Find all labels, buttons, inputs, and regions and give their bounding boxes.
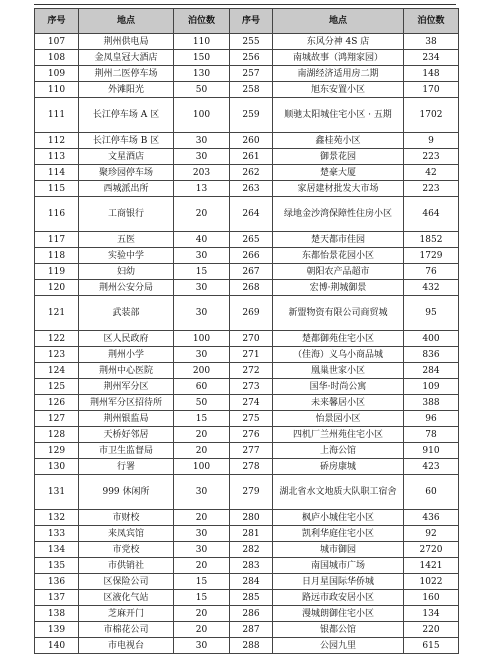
cell-spaces-right: 1702 xyxy=(404,98,459,133)
cell-spaces-left: 20 xyxy=(174,622,230,638)
cell-spaces-left: 30 xyxy=(174,296,230,331)
cell-index-right: 276 xyxy=(230,427,273,443)
cell-location-right: 银都公馆 xyxy=(273,622,404,638)
cell-index-right: 270 xyxy=(230,331,273,347)
cell-spaces-left: 15 xyxy=(174,590,230,606)
cell-spaces-right: 1421 xyxy=(404,558,459,574)
cell-spaces-left: 110 xyxy=(174,34,230,50)
table-row xyxy=(35,606,459,622)
table-row xyxy=(35,197,459,232)
table-row xyxy=(35,347,459,363)
cell-location-right: 御景花园 xyxy=(273,149,404,165)
cell-index-right: 280 xyxy=(230,510,273,526)
cell-index-right: 265 xyxy=(230,232,273,248)
cell-index-right: 258 xyxy=(230,82,273,98)
cell-index-right: 278 xyxy=(230,459,273,475)
cell-index-left: 113 xyxy=(35,149,79,165)
cell-location-right: 日月星国际华侨城 xyxy=(273,574,404,590)
cell-location-right: 东风分神 4S 店 xyxy=(273,34,404,50)
table-row xyxy=(35,363,459,379)
cell-location-right: 怡景园小区 xyxy=(273,411,404,427)
table-row xyxy=(35,542,459,558)
cell-index-right: 259 xyxy=(230,98,273,133)
cell-location-right: 路远市政安居小区 xyxy=(273,590,404,606)
cell-spaces-left: 30 xyxy=(174,280,230,296)
cell-location-left: 长江停车场 A 区 xyxy=(79,98,174,133)
cell-location-left: 市党校 xyxy=(79,542,174,558)
cell-location-left: 武装部 xyxy=(79,296,174,331)
cell-index-right: 255 xyxy=(230,34,273,50)
cell-location-right: 东都怡景花园小区 xyxy=(273,248,404,264)
cell-index-right: 287 xyxy=(230,622,273,638)
cell-spaces-left: 30 xyxy=(174,133,230,149)
header-index-left: 序号 xyxy=(35,9,79,34)
cell-index-left: 133 xyxy=(35,526,79,542)
cell-location-right: 漫城朗御住宅小区 xyxy=(273,606,404,622)
cell-location-right: 公园九里 xyxy=(273,638,404,654)
cell-index-right: 261 xyxy=(230,149,273,165)
cell-location-right: 枫庐小城住宅小区 xyxy=(273,510,404,526)
cell-spaces-left: 15 xyxy=(174,574,230,590)
table-row xyxy=(35,149,459,165)
cell-index-left: 127 xyxy=(35,411,79,427)
table-row xyxy=(35,622,459,638)
cell-spaces-right: 220 xyxy=(404,622,459,638)
cell-spaces-left: 150 xyxy=(174,50,230,66)
cell-location-right: 楚天都市佳园 xyxy=(273,232,404,248)
cell-index-right: 273 xyxy=(230,379,273,395)
cell-index-left: 120 xyxy=(35,280,79,296)
cell-spaces-left: 100 xyxy=(174,331,230,347)
table-row xyxy=(35,331,459,347)
cell-index-right: 268 xyxy=(230,280,273,296)
cell-location-left: 荆州二医停车场 xyxy=(79,66,174,82)
table-row xyxy=(35,558,459,574)
cell-spaces-left: 50 xyxy=(174,395,230,411)
cell-index-left: 125 xyxy=(35,379,79,395)
cell-spaces-left: 30 xyxy=(174,475,230,510)
cell-location-right: 四机厂兰州苑住宅小区 xyxy=(273,427,404,443)
cell-spaces-right: 400 xyxy=(404,331,459,347)
header-index-right: 序号 xyxy=(230,9,273,34)
cell-spaces-left: 60 xyxy=(174,379,230,395)
table-row xyxy=(35,66,459,82)
cell-location-left: 外滩阳光 xyxy=(79,82,174,98)
cell-index-right: 266 xyxy=(230,248,273,264)
cell-spaces-right: 95 xyxy=(404,296,459,331)
cell-index-left: 124 xyxy=(35,363,79,379)
cell-index-right: 271 xyxy=(230,347,273,363)
cell-location-right: 楚都御苑住宅小区 xyxy=(273,331,404,347)
cell-location-right: 南国城市广场 xyxy=(273,558,404,574)
cell-index-left: 117 xyxy=(35,232,79,248)
top-rule xyxy=(34,4,456,5)
cell-index-left: 115 xyxy=(35,181,79,197)
table-row xyxy=(35,526,459,542)
cell-spaces-left: 20 xyxy=(174,443,230,459)
table-row xyxy=(35,50,459,66)
cell-index-left: 111 xyxy=(35,98,79,133)
cell-index-left: 131 xyxy=(35,475,79,510)
cell-spaces-right: 76 xyxy=(404,264,459,280)
cell-index-left: 121 xyxy=(35,296,79,331)
header-location-right: 地点 xyxy=(273,9,404,34)
cell-spaces-left: 30 xyxy=(174,149,230,165)
cell-location-right: 南湖经济适用房二期 xyxy=(273,66,404,82)
cell-location-right: 上海公馆 xyxy=(273,443,404,459)
cell-spaces-left: 30 xyxy=(174,248,230,264)
cell-spaces-left: 100 xyxy=(174,98,230,133)
cell-index-right: 267 xyxy=(230,264,273,280)
cell-index-right: 272 xyxy=(230,363,273,379)
cell-spaces-left: 100 xyxy=(174,459,230,475)
cell-index-left: 137 xyxy=(35,590,79,606)
table-row xyxy=(35,280,459,296)
cell-location-left: 市电视台 xyxy=(79,638,174,654)
cell-spaces-right: 223 xyxy=(404,181,459,197)
table-row xyxy=(35,165,459,181)
cell-location-right: 绿地金沙湾保障性住房小区 xyxy=(273,197,404,232)
cell-spaces-left: 13 xyxy=(174,181,230,197)
cell-spaces-left: 20 xyxy=(174,510,230,526)
cell-index-right: 262 xyxy=(230,165,273,181)
cell-location-right: 城市御园 xyxy=(273,542,404,558)
cell-index-left: 135 xyxy=(35,558,79,574)
cell-index-left: 132 xyxy=(35,510,79,526)
table-row xyxy=(35,459,459,475)
cell-spaces-right: 223 xyxy=(404,149,459,165)
table-row xyxy=(35,638,459,654)
table-row xyxy=(35,395,459,411)
cell-spaces-left: 130 xyxy=(174,66,230,82)
cell-spaces-right: 170 xyxy=(404,82,459,98)
cell-index-right: 269 xyxy=(230,296,273,331)
cell-spaces-right: 109 xyxy=(404,379,459,395)
cell-spaces-right: 96 xyxy=(404,411,459,427)
cell-location-left: 荆州银监局 xyxy=(79,411,174,427)
cell-index-left: 118 xyxy=(35,248,79,264)
cell-spaces-right: 92 xyxy=(404,526,459,542)
cell-location-left: 荆州供电局 xyxy=(79,34,174,50)
cell-index-left: 134 xyxy=(35,542,79,558)
cell-location-right: 国华·时尚公寓 xyxy=(273,379,404,395)
cell-index-left: 139 xyxy=(35,622,79,638)
cell-index-left: 108 xyxy=(35,50,79,66)
cell-location-left: 聚珍园停车场 xyxy=(79,165,174,181)
header-spaces-left: 泊位数 xyxy=(174,9,230,34)
cell-index-right: 260 xyxy=(230,133,273,149)
cell-location-left: 市卫生监督局 xyxy=(79,443,174,459)
cell-location-right: 硚房康城 xyxy=(273,459,404,475)
cell-index-left: 140 xyxy=(35,638,79,654)
cell-spaces-right: 2720 xyxy=(404,542,459,558)
cell-location-right: 顺驰太阳城住宅小区 · 五期 xyxy=(273,98,404,133)
table-row xyxy=(35,427,459,443)
cell-index-left: 123 xyxy=(35,347,79,363)
cell-spaces-right: 160 xyxy=(404,590,459,606)
cell-index-right: 285 xyxy=(230,590,273,606)
table-row xyxy=(35,264,459,280)
cell-spaces-right: 38 xyxy=(404,34,459,50)
cell-location-right: 凰巢世家小区 xyxy=(273,363,404,379)
cell-location-right: 宏博·荆城御景 xyxy=(273,280,404,296)
cell-location-right: 新盟物资有限公司商贸城 xyxy=(273,296,404,331)
cell-spaces-left: 20 xyxy=(174,558,230,574)
table-row xyxy=(35,574,459,590)
cell-spaces-left: 20 xyxy=(174,606,230,622)
table-row xyxy=(35,82,459,98)
header-spaces-right: 泊位数 xyxy=(404,9,459,34)
table-row xyxy=(35,181,459,197)
cell-index-right: 286 xyxy=(230,606,273,622)
cell-location-right: 家居建材批发大市场 xyxy=(273,181,404,197)
header-row xyxy=(35,9,459,34)
cell-location-left: 市棉花公司 xyxy=(79,622,174,638)
cell-index-right: 277 xyxy=(230,443,273,459)
cell-spaces-left: 40 xyxy=(174,232,230,248)
cell-spaces-right: 78 xyxy=(404,427,459,443)
cell-location-left: 来凤宾馆 xyxy=(79,526,174,542)
cell-index-right: 283 xyxy=(230,558,273,574)
cell-spaces-left: 20 xyxy=(174,427,230,443)
cell-index-right: 282 xyxy=(230,542,273,558)
cell-spaces-right: 148 xyxy=(404,66,459,82)
cell-location-right: 未来馨居小区 xyxy=(273,395,404,411)
cell-location-right: （佳海）义乌小商品城 xyxy=(273,347,404,363)
cell-spaces-right: 388 xyxy=(404,395,459,411)
cell-location-left: 999 休闲所 xyxy=(79,475,174,510)
cell-spaces-right: 423 xyxy=(404,459,459,475)
cell-spaces-right: 134 xyxy=(404,606,459,622)
cell-spaces-left: 50 xyxy=(174,82,230,98)
cell-location-left: 工商银行 xyxy=(79,197,174,232)
cell-spaces-right: 464 xyxy=(404,197,459,232)
table-row xyxy=(35,590,459,606)
cell-location-left: 文星酒店 xyxy=(79,149,174,165)
table-row xyxy=(35,248,459,264)
cell-location-left: 荆州军分区 xyxy=(79,379,174,395)
table-row xyxy=(35,443,459,459)
cell-spaces-left: 200 xyxy=(174,363,230,379)
cell-index-right: 274 xyxy=(230,395,273,411)
cell-index-right: 281 xyxy=(230,526,273,542)
cell-spaces-left: 20 xyxy=(174,197,230,232)
cell-spaces-left: 15 xyxy=(174,411,230,427)
cell-spaces-right: 284 xyxy=(404,363,459,379)
table-row xyxy=(35,510,459,526)
cell-spaces-left: 30 xyxy=(174,526,230,542)
table-row xyxy=(35,296,459,331)
cell-index-right: 264 xyxy=(230,197,273,232)
cell-index-left: 119 xyxy=(35,264,79,280)
parking-table xyxy=(34,8,459,654)
table-row xyxy=(35,34,459,50)
cell-index-left: 138 xyxy=(35,606,79,622)
cell-index-left: 112 xyxy=(35,133,79,149)
cell-spaces-right: 42 xyxy=(404,165,459,181)
cell-location-left: 荆州中心医院 xyxy=(79,363,174,379)
cell-location-left: 五医 xyxy=(79,232,174,248)
table-row xyxy=(35,98,459,133)
cell-location-right: 朝阳农产品超市 xyxy=(273,264,404,280)
cell-index-right: 257 xyxy=(230,66,273,82)
cell-index-left: 110 xyxy=(35,82,79,98)
cell-location-right: 凯利华庭住宅小区 xyxy=(273,526,404,542)
cell-index-left: 122 xyxy=(35,331,79,347)
cell-location-left: 妇幼 xyxy=(79,264,174,280)
cell-index-left: 130 xyxy=(35,459,79,475)
cell-spaces-right: 60 xyxy=(404,475,459,510)
cell-index-right: 284 xyxy=(230,574,273,590)
header-location-left: 地点 xyxy=(79,9,174,34)
cell-location-left: 区人民政府 xyxy=(79,331,174,347)
cell-location-right: 楚豪大厦 xyxy=(273,165,404,181)
cell-location-left: 荆州公安分局 xyxy=(79,280,174,296)
cell-index-left: 109 xyxy=(35,66,79,82)
cell-index-left: 129 xyxy=(35,443,79,459)
cell-location-right: 旭东安置小区 xyxy=(273,82,404,98)
cell-location-left: 芝麻开门 xyxy=(79,606,174,622)
cell-spaces-right: 234 xyxy=(404,50,459,66)
cell-index-right: 279 xyxy=(230,475,273,510)
cell-location-left: 区保险公司 xyxy=(79,574,174,590)
cell-location-left: 西城派出所 xyxy=(79,181,174,197)
cell-spaces-left: 15 xyxy=(174,264,230,280)
cell-location-left: 长江停车场 B 区 xyxy=(79,133,174,149)
cell-index-left: 126 xyxy=(35,395,79,411)
cell-location-right: 鑫桂苑小区 xyxy=(273,133,404,149)
cell-location-left: 行署 xyxy=(79,459,174,475)
cell-location-left: 实验中学 xyxy=(79,248,174,264)
table-row xyxy=(35,232,459,248)
table-body xyxy=(35,34,459,654)
table-row xyxy=(35,475,459,510)
cell-location-left: 荆州小学 xyxy=(79,347,174,363)
cell-spaces-right: 436 xyxy=(404,510,459,526)
cell-spaces-right: 836 xyxy=(404,347,459,363)
cell-index-left: 116 xyxy=(35,197,79,232)
cell-location-right: 南城故事（鸿翔家园） xyxy=(273,50,404,66)
cell-index-left: 136 xyxy=(35,574,79,590)
cell-index-right: 288 xyxy=(230,638,273,654)
cell-location-left: 市财校 xyxy=(79,510,174,526)
table-row xyxy=(35,411,459,427)
cell-spaces-left: 30 xyxy=(174,347,230,363)
cell-location-left: 金凤皇冠大酒店 xyxy=(79,50,174,66)
cell-spaces-right: 1852 xyxy=(404,232,459,248)
cell-spaces-right: 1022 xyxy=(404,574,459,590)
cell-spaces-left: 30 xyxy=(174,542,230,558)
cell-spaces-right: 432 xyxy=(404,280,459,296)
cell-location-left: 荆州军分区招待所 xyxy=(79,395,174,411)
cell-index-right: 263 xyxy=(230,181,273,197)
cell-spaces-right: 615 xyxy=(404,638,459,654)
table-row xyxy=(35,379,459,395)
cell-index-left: 107 xyxy=(35,34,79,50)
cell-spaces-left: 30 xyxy=(174,638,230,654)
cell-index-left: 128 xyxy=(35,427,79,443)
cell-spaces-left: 203 xyxy=(174,165,230,181)
table-row xyxy=(35,133,459,149)
cell-location-right: 湖北省水文地质大队职工宿舍 xyxy=(273,475,404,510)
cell-spaces-right: 1729 xyxy=(404,248,459,264)
cell-location-left: 市供销社 xyxy=(79,558,174,574)
cell-location-left: 天桥好邻居 xyxy=(79,427,174,443)
cell-index-right: 256 xyxy=(230,50,273,66)
cell-spaces-right: 9 xyxy=(404,133,459,149)
cell-index-left: 114 xyxy=(35,165,79,181)
cell-index-right: 275 xyxy=(230,411,273,427)
cell-location-left: 区液化气站 xyxy=(79,590,174,606)
cell-spaces-right: 910 xyxy=(404,443,459,459)
